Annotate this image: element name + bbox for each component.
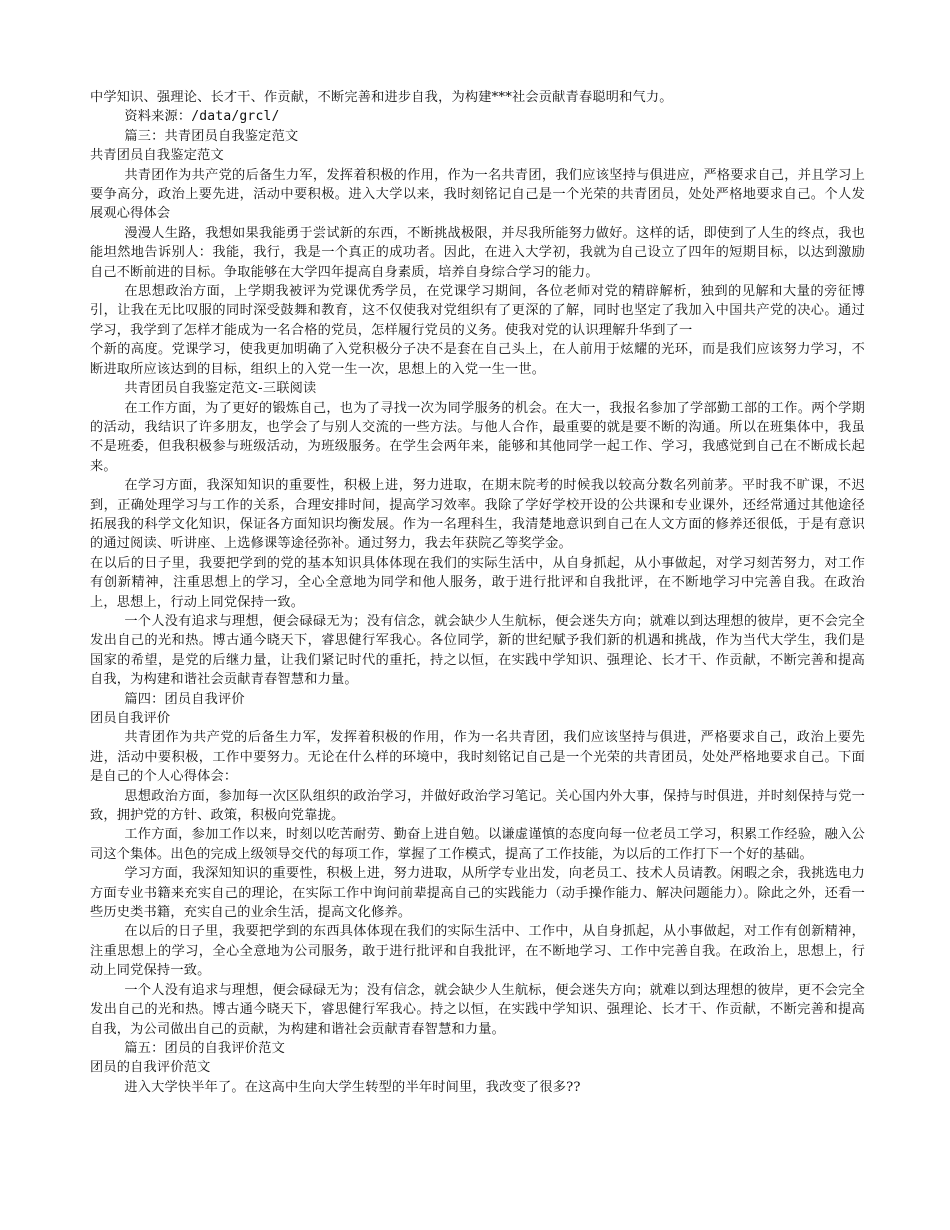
document-page: [90, 88, 865, 1097]
paragraph: 在以后的日子里，我要把学到的党的基本知识具体体现在我们的实际生活中，从自身抓起，从小事做起，对学习刻苦努力，对工作有创新精神，注重思想上的学习，全心全意地为同学和他人服务，敢于进行批评和自我批评，在不断地学习中完善自我。在政治上，思想上，行动上同党保持一致。: [90, 555, 865, 610]
section-heading: 篇三：共青团员自我鉴定范文: [124, 128, 299, 144]
paragraph: 共青团作为共产党的后备生力军，发挥着积极的作用，作为一名共青团，我们应该坚持与俱进，严格要求自己，政治上要先进，活动中要积极，工作中要努力。无论在什么样的环境中，我时刻铭记自己是一个光荣的共青团员，处处严格地要求自己。下面是自己的个人心得体会：: [90, 730, 865, 785]
article-title: 团员的自我评价范文: [90, 1060, 211, 1076]
section-heading: 篇四：团员自我评价: [124, 691, 245, 707]
paragraph: 漫漫人生路，我想如果我能勇于尝试新的东西，不断挑战极限，并尽我所能努力做好。这样的话，即使到了人生的终点，我也能坦然地告诉别人：我能，我行，我是一个真正的成功者。因此，在进入大学初，我就为自己设立了四年的短期目标，以达到激励自己不断前进的目标。争取能够在大学四年提高自身素质，培养自身综合学习的能力。: [90, 225, 865, 280]
paragraph: 思想政治方面，参加每一次区队组织的政治学习，并做好政治学习笔记。关心国内外大事，保持与时俱进，并时刻保持与党一致，拥护党的方针、政策，积极向党靠拢。: [90, 788, 865, 824]
paragraph: 一个人没有追求与理想，便会碌碌无为；没有信念，就会缺少人生航标，便会迷失方向；就难以到达理想的彼岸，更不会完全发出自己的光和热。博古通今晓天下，睿思健行军我心。持之以恒，在实践中学知识、强理论、长才干、作贡献，不断完善和提高自我，为公司做出自己的贡献，为构建和谐社会贡献青春智慧和力量。: [90, 982, 865, 1037]
paragraph: 在学习方面，我深知知识的重要性，积极上进，努力进取，在期末院考的时候我以较高分数名列前茅。平时我不旷课，不迟到，正确处理学习与工作的关系，合理安排时间，提高学习效率。我除了学好学校开设的公共课和专业课外，还经常通过其他途径拓展我的科学文化知识，保证各方面知识均衡发展。作为一名理科生，我清楚地意识到自己在人文方面的修养还很低，于是有意识的通过阅读、听讲座、上选修课等途径弥补。通过努力，我去年获院乙等奖学金。: [90, 478, 865, 552]
section-heading: 篇五：团员的自我评价范文: [124, 1040, 285, 1056]
paragraph: 在以后的日子里，我要把学到的东西具体体现在我们的实际生活中、工作中，从自身抓起，从小事做起，对工作有创新精神，注重思想上的学习，全心全意地为公司服务，敢于进行批评和自我批评，在不断地学习、工作中完善自我。在政治上，思想上，行动上同党保持一致。: [90, 924, 865, 979]
source-line: [90, 107, 865, 126]
paragraph: 学习方面，我深知知识的重要性，积极上进，努力进取，从所学专业出发，向老员工、技术人员请教。闲暇之余，我挑选电力方面专业书籍来充实自己的理论，在实际工作中询问前辈提高自己的实践能力（动手操作能力、解决问题能力）。除此之外，还看一些历史类书籍，充实自己的业余生活，提高文化修养。: [90, 866, 865, 921]
paragraph: 中学知识、强理论、长才干、作贡献，不断完善和进步自我，为构建***社会贡献青春聪明和气力。: [90, 90, 673, 105]
paragraph: 进入大学快半年了。在这高中生向大学生转型的半年时间里，我改变了很多??: [124, 1079, 581, 1095]
source-label: 资料来源：: [124, 109, 192, 125]
paragraph: 个新的高度。党课学习，使我更加明确了入党积极分子决不是套在自己头上，在人前用于炫耀的光环，而是我们应该努力学习，不断进取所应该达到的目标，组织上的入党一生一次，思想上的入党一生一世。: [90, 342, 865, 377]
article-title: 团员自我评价: [90, 711, 171, 726]
paragraph: 共青团作为共产党的后备生力军，发挥着积极的作用，作为一名共青团，我们应该坚持与俱进应，严格要求自己，并且学习上要争高分，政治上要先进，活动中要积极。进入大学以来，我时刻铭记自己是一个光荣的共青团员，处处严格地要求自己。个人发展观心得体会: [90, 167, 865, 222]
paragraph: 工作方面，参加工作以来，时刻以吃苦耐劳、勤奋上进自勉。以谦虚谨慎的态度向每一位老员工学习，积累工作经验，融入公司这个集体。出色的完成上级领导交代的每项工作，掌握了工作模式，提高了工作技能，为以后的工作打下一个好的基础。: [90, 827, 865, 862]
article-subtitle: 共青团员自我鉴定范文-三联阅读: [124, 381, 317, 397]
paragraph: 一个人没有追求与理想，便会碌碌无为；没有信念，就会缺少人生航标，便会迷失方向；就难以到达理想的彼岸，更不会完全发出自己的光和热。博古通今晓天下，睿思健行军我心。各位同学，新的世纪赋予我们新的机遇和挑战，作为当代大学生，我们是国家的希望，是党的后继力量，让我们紧记时代的重托，持之以恒，在实践中学知识、强理论、长才干、作贡献，不断完善和提高自我，为构建和谐社会贡献青春智慧和力量。: [90, 613, 865, 688]
article-title: 共青团员自我鉴定范文: [90, 148, 224, 164]
paragraph: 在思想政治方面，上学期我被评为党课优秀学员，在党课学习期间，各位老师对党的精辟解析，独到的见解和大量的旁征博引，让我在无比叹服的同时深受鼓舞和教育，这不仅使我对党组织有了更深的了解，同时也坚定了我加入中国共产党的决心。通过学习，我学到了怎样才能成为一名合格的党员，怎样履行党员的义务。使我对党的认识理解升华到了一: [90, 284, 865, 338]
paragraph: 在工作方面，为了更好的锻炼自己，也为了寻找一次为同学服务的机会。在大一，我报名参加了学部勤工部的工作。两个学期的活动，我结识了许多朋友，也学会了与别人交流的一些方法。与他人合作，最重要的就是要不断的沟通。所以在班集体中，我虽不是班委，但我积极参与班级活动，为班级服务。在学生会两年来，能够和其他同学一起工作、学习，我感觉到自己在不断成长起来。: [90, 400, 865, 474]
source-path: /data/grcl/: [191, 109, 280, 125]
